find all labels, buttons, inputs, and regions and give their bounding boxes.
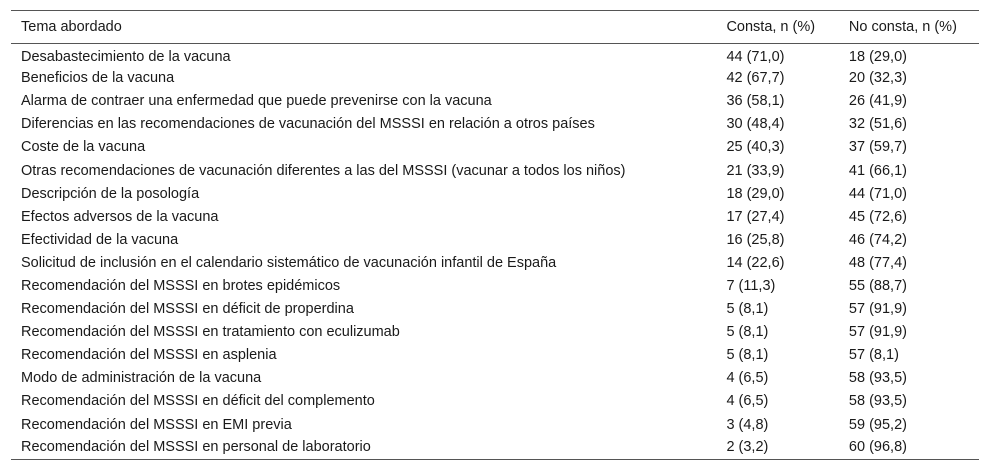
table-header (11, 11, 979, 44)
cell-consta: 42 (67,7) (726, 70, 785, 87)
cell-consta: 44 (71,0) (726, 48, 785, 65)
cell-topic: Beneficios de la vacuna (21, 70, 175, 87)
cell-topic: Efectividad de la vacuna (21, 231, 179, 248)
cell-consta: 5 (8,1) (726, 324, 769, 341)
table-row (11, 274, 979, 297)
table-row (11, 182, 979, 205)
cell-topic: Alarma de contraer una enfermedad que puede prevenirse con la vacuna (21, 93, 492, 110)
cell-consta: 36 (58,1) (726, 93, 785, 110)
cell-topic: Recomendación del MSSSI en asplenia (21, 347, 277, 364)
cell-no-consta: 32 (51,6) (848, 116, 907, 133)
table-row (11, 321, 979, 344)
cell-no-consta: 45 (72,6) (848, 208, 907, 225)
cell-no-consta: 41 (66,1) (848, 162, 907, 179)
header-consta: Consta, n (%) (726, 19, 816, 35)
cell-no-consta: 57 (91,9) (848, 324, 907, 341)
table-row (11, 298, 979, 321)
cell-no-consta: 37 (59,7) (848, 139, 907, 156)
cell-consta: 18 (29,0) (726, 185, 785, 202)
cell-topic: Recomendación del MSSSI en brotes epidémicos (21, 277, 341, 294)
table-row (11, 44, 979, 67)
cell-consta: 14 (22,6) (726, 254, 785, 271)
table-row (11, 159, 979, 182)
header-row (11, 11, 979, 44)
cell-topic: Efectos adversos de la vacuna (21, 208, 219, 225)
cell-no-consta: 59 (95,2) (848, 416, 907, 433)
table-body (11, 44, 979, 460)
table-row (11, 136, 979, 159)
cell-topic: Recomendación del MSSSI en déficit del complemento (21, 393, 375, 410)
cell-consta: 16 (25,8) (726, 231, 785, 248)
results-table-container (11, 10, 979, 460)
cell-consta: 7 (11,3) (726, 277, 776, 294)
cell-no-consta: 55 (88,7) (848, 277, 907, 294)
cell-no-consta: 57 (8,1) (848, 347, 899, 364)
cell-topic: Recomendación del MSSSI en personal de laboratorio (21, 439, 371, 456)
cell-topic: Diferencias en las recomendaciones de vacunación del MSSSI en relación a otros países (21, 116, 595, 133)
table-row (11, 390, 979, 413)
results-table (11, 10, 979, 460)
cell-consta: 2 (3,2) (726, 439, 769, 456)
table-row (11, 113, 979, 136)
cell-consta: 4 (6,5) (726, 393, 769, 410)
header-no-consta: No consta, n (%) (848, 19, 957, 35)
table-row (11, 436, 979, 459)
cell-no-consta: 60 (96,8) (848, 439, 907, 456)
cell-topic: Recomendación del MSSSI en EMI previa (21, 416, 292, 433)
cell-topic: Descripción de la posología (21, 185, 200, 202)
cell-topic: Desabastecimiento de la vacuna (21, 48, 231, 65)
cell-consta: 17 (27,4) (726, 208, 785, 225)
table-row (11, 413, 979, 436)
cell-consta: 4 (6,5) (726, 370, 769, 387)
cell-topic: Solicitud de inclusión en el calendario sistemático de vacunación infantil de España (21, 254, 557, 271)
table-row (11, 205, 979, 228)
cell-consta: 21 (33,9) (726, 162, 785, 179)
cell-no-consta: 20 (32,3) (848, 70, 907, 87)
cell-consta: 30 (48,4) (726, 116, 785, 133)
table-row (11, 344, 979, 367)
cell-topic: Modo de administración de la vacuna (21, 370, 262, 387)
cell-no-consta: 57 (91,9) (848, 301, 907, 318)
cell-topic: Recomendación del MSSSI en déficit de properdina (21, 301, 354, 318)
table-row (11, 251, 979, 274)
cell-consta: 5 (8,1) (726, 301, 769, 318)
table-row (11, 367, 979, 390)
cell-no-consta: 26 (41,9) (848, 93, 907, 110)
table-row (11, 228, 979, 251)
cell-consta: 3 (4,8) (726, 416, 769, 433)
table-row (11, 90, 979, 113)
cell-no-consta: 46 (74,2) (848, 231, 907, 248)
cell-topic: Coste de la vacuna (21, 139, 146, 156)
cell-consta: 25 (40,3) (726, 139, 785, 156)
cell-consta: 5 (8,1) (726, 347, 769, 364)
cell-no-consta: 44 (71,0) (848, 185, 907, 202)
cell-no-consta: 58 (93,5) (848, 393, 907, 410)
header-topic: Tema abordado (21, 19, 122, 35)
cell-no-consta: 18 (29,0) (848, 48, 907, 65)
cell-no-consta: 58 (93,5) (848, 370, 907, 387)
cell-topic: Recomendación del MSSSI en tratamiento con eculizumab (21, 324, 400, 341)
table-row (11, 67, 979, 90)
cell-topic: Otras recomendaciones de vacunación diferentes a las del MSSSI (vacunar a todos los niños) (21, 162, 626, 179)
cell-no-consta: 48 (77,4) (848, 254, 907, 271)
